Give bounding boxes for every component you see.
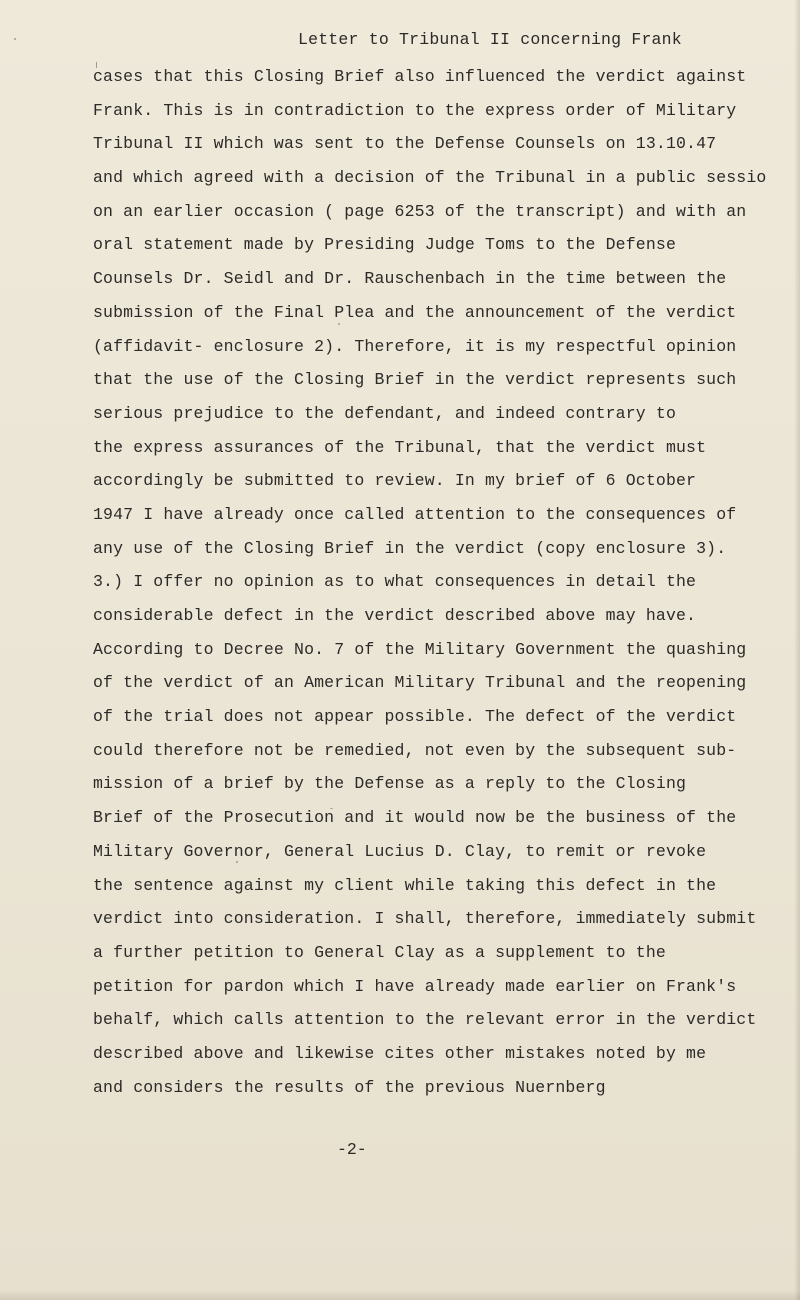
body-line: of the trial does not appear possible. The defect of the verdict xyxy=(93,707,737,727)
body-line: Military Governor, General Lucius D. Clay, to remit or revoke xyxy=(93,841,707,861)
body-line: a further petition to General Clay as a supplement to the xyxy=(93,942,666,962)
body-line: that the use of the Closing Brief in the verdict represents such xyxy=(93,370,737,390)
body-line: According to Decree No. 7 of the Military Government the quashing xyxy=(93,639,747,659)
body-line: oral statement made by Presiding Judge Toms to the Defense xyxy=(93,235,676,255)
body-line: considerable defect in the verdict described above may have. xyxy=(93,606,697,625)
body-line: Counsels Dr. Seidl and Dr. Rauschenbach in the time between the xyxy=(93,269,727,289)
body-line: verdict into consideration. I shall, therefore, immediately submit xyxy=(93,909,757,929)
page-number: -2- xyxy=(337,1140,367,1159)
letter-body xyxy=(93,60,793,1104)
letter-header: Letter to Tribunal II concerning Frank xyxy=(298,30,682,49)
body-line: of the verdict of an American Military Tribunal and the reopening xyxy=(93,673,747,693)
body-line: 1947 I have already once called attention to the consequences of xyxy=(93,504,737,524)
body-line: serious prejudice to the defendant, and indeed contrary to xyxy=(93,403,676,423)
body-line: mission of a brief by the Defense as a reply to the Closing xyxy=(93,774,687,794)
body-line: the sentence against my client while taking this defect in the xyxy=(93,875,717,895)
body-line: Tribunal II which was sent to the Defense Counsels on 13.10.47 xyxy=(93,134,717,154)
paper-speck xyxy=(14,38,16,40)
body-line: accordingly be submitted to review. In my brief of 6 October xyxy=(93,471,697,491)
body-line: cases that this Closing Brief also influenced the verdict against xyxy=(93,67,747,86)
body-line: the express assurances of the Tribunal, that the verdict must xyxy=(93,437,707,457)
body-line: described above and likewise cites other mistakes noted by me xyxy=(93,1043,707,1063)
page-bottom-shadow xyxy=(0,1290,800,1300)
body-line: Brief of the Prosecution and it would now be the business of the xyxy=(93,808,737,828)
body-line: submission of the Final Plea and the announcement of the verdict xyxy=(93,302,737,322)
body-line: and which agreed with a decision of the Tribunal in a public sessio xyxy=(93,168,767,188)
body-line: (affidavit- enclosure 2). Therefore, it is my respectful opinion xyxy=(93,336,737,356)
body-line: behalf, which calls attention to the relevant error in the verdict xyxy=(93,1010,757,1030)
body-line: on an earlier occasion ( page 6253 of the transcript) and with an xyxy=(93,201,747,221)
page-edge-shadow xyxy=(794,0,800,1300)
body-line: petition for pardon which I have already made earlier on Frank's xyxy=(93,976,737,996)
body-line: 3.) I offer no opinion as to what consequences in detail the xyxy=(93,572,697,592)
body-line: and considers the results of the previous Nuernberg xyxy=(93,1077,606,1097)
body-line: could therefore not be remedied, not even by the subsequent sub- xyxy=(93,740,737,760)
body-line: Frank. This is in contradiction to the express order of Military xyxy=(93,100,737,120)
body-line: any use of the Closing Brief in the verdict (copy enclosure 3). xyxy=(93,538,727,558)
